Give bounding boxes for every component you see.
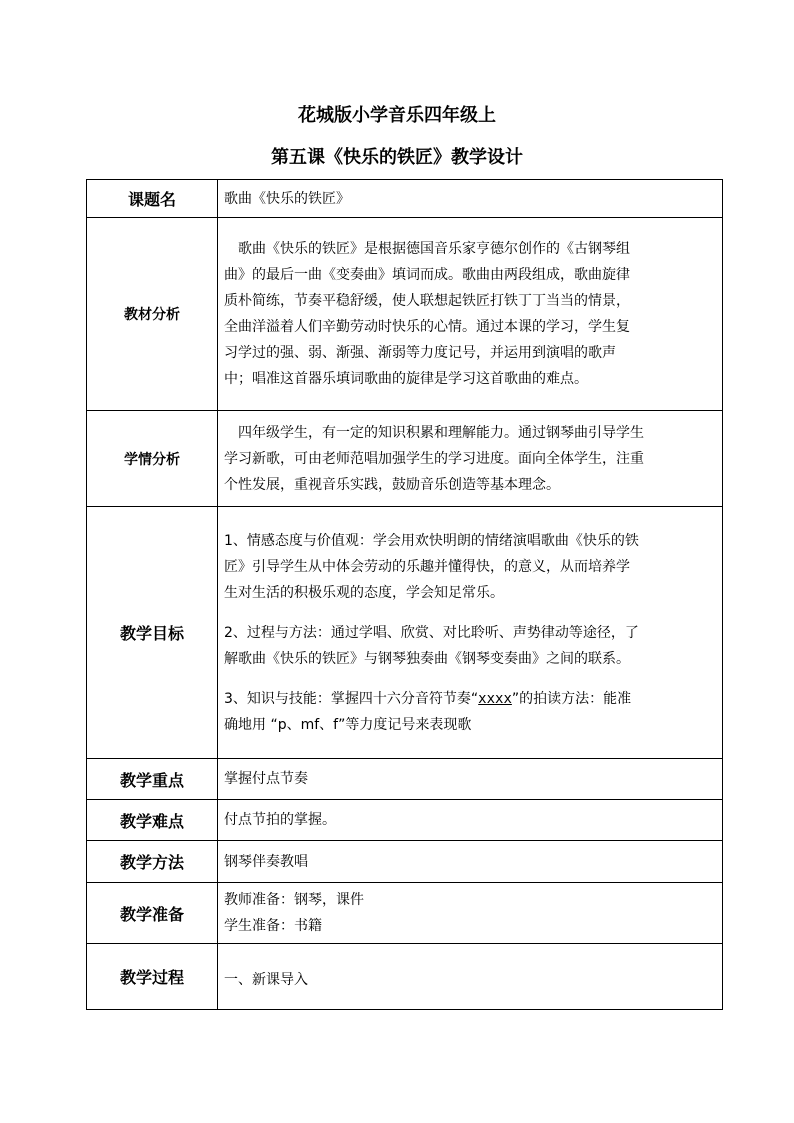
goal-1-line: 生对生活的积极乐观的态度，学会知足常乐。 [224,584,504,601]
label-goals: 教学目标 [87,507,218,759]
row-process [87,944,723,1010]
material-line: 中；唱准这首器乐填词歌曲的旋律是学习这首歌曲的难点。 [224,371,588,387]
value-process: 一、新课导入 [218,944,723,1010]
row-goals [87,507,723,759]
row-key [87,759,723,800]
goal-2-line: 2、过程与方法：通过学唱、欣赏、对比聆听、声势律动等途径，了 [224,624,639,641]
label-topic: 课题名 [87,180,218,218]
document-title: 花城版小学音乐四年级上 [298,105,496,126]
label-material: 教材分析 [87,218,218,411]
lesson-plan-table [86,179,723,1010]
goal-3-text: ”的拍读方法：能准 [511,690,632,707]
row-material [87,218,723,411]
students-line: 学习新歌，可由老师范唱加强学生的学习进度。面向全体学生，注重 [224,450,644,467]
material-line: 曲》的最后一曲《变奏曲》填词而成。歌曲由两段组成，歌曲旋律 [224,267,630,283]
label-method: 教学方法 [87,841,218,883]
goal-2-line: 解歌曲《快乐的铁匠》与钢琴独奏曲《钢琴变奏曲》之间的联系。 [224,650,630,667]
value-topic: 歌曲《快乐的铁匠》 [218,180,723,218]
goal-3-text: 3、知识与技能：掌握四十六分音符节奏“ [224,690,479,707]
row-topic [87,180,723,218]
label-difficult: 教学难点 [87,800,218,841]
material-line: 全曲洋溢着人们辛勤劳动时快乐的心情。通过本课的学习，学生复 [224,319,630,335]
document-subtitle: 第五课《快乐的铁匠》教学设计 [271,147,523,168]
students-line: 个性发展，重视音乐实践，鼓励音乐创造等基本理念。 [224,476,560,493]
value-method: 钢琴伴奏教唱 [218,841,723,883]
label-students: 学情分析 [87,411,218,507]
value-prep [218,883,723,944]
value-difficult: 付点节拍的掌握。 [218,800,723,841]
value-material [218,218,723,411]
row-students [87,411,723,507]
material-line: 习学过的强、弱、渐强、渐弱等力度记号，并运用到演唱的歌声 [224,345,616,361]
label-process: 教学过程 [87,944,218,1010]
prep-teacher: 教师准备：钢琴，课件 [224,892,364,908]
goal-3-line: 确地用 “p、mf、f”等力度记号来表现歌 [224,716,472,733]
value-goals [218,507,723,759]
prep-student: 学生准备：书籍 [224,918,322,934]
goal-1-line: 1、情感态度与价值观：学会用欢快明朗的情绪演唱歌曲《快乐的铁 [224,532,639,549]
value-key: 掌握付点节奏 [218,759,723,800]
row-difficult [87,800,723,841]
label-prep: 教学准备 [87,883,218,944]
goal-3-line [224,686,716,712]
row-prep [87,883,723,944]
rhythm-notation: xxxx [478,690,512,707]
value-students [218,411,723,507]
label-key: 教学重点 [87,759,218,800]
material-line: 歌曲《快乐的铁匠》是根据德国音乐家亨德尔创作的《古钢琴组 [238,241,630,257]
row-method [87,841,723,883]
material-line: 质朴简练，节奏平稳舒缓，使人联想起铁匠打铁丁丁当当的情景， [224,293,630,309]
goal-1-line: 匠》引导学生从中体会劳动的乐趣并懂得快，的意义，从而培养学 [224,558,630,575]
students-line: 四年级学生，有一定的知识积累和理解能力。通过钢琴曲引导学生 [238,424,644,441]
